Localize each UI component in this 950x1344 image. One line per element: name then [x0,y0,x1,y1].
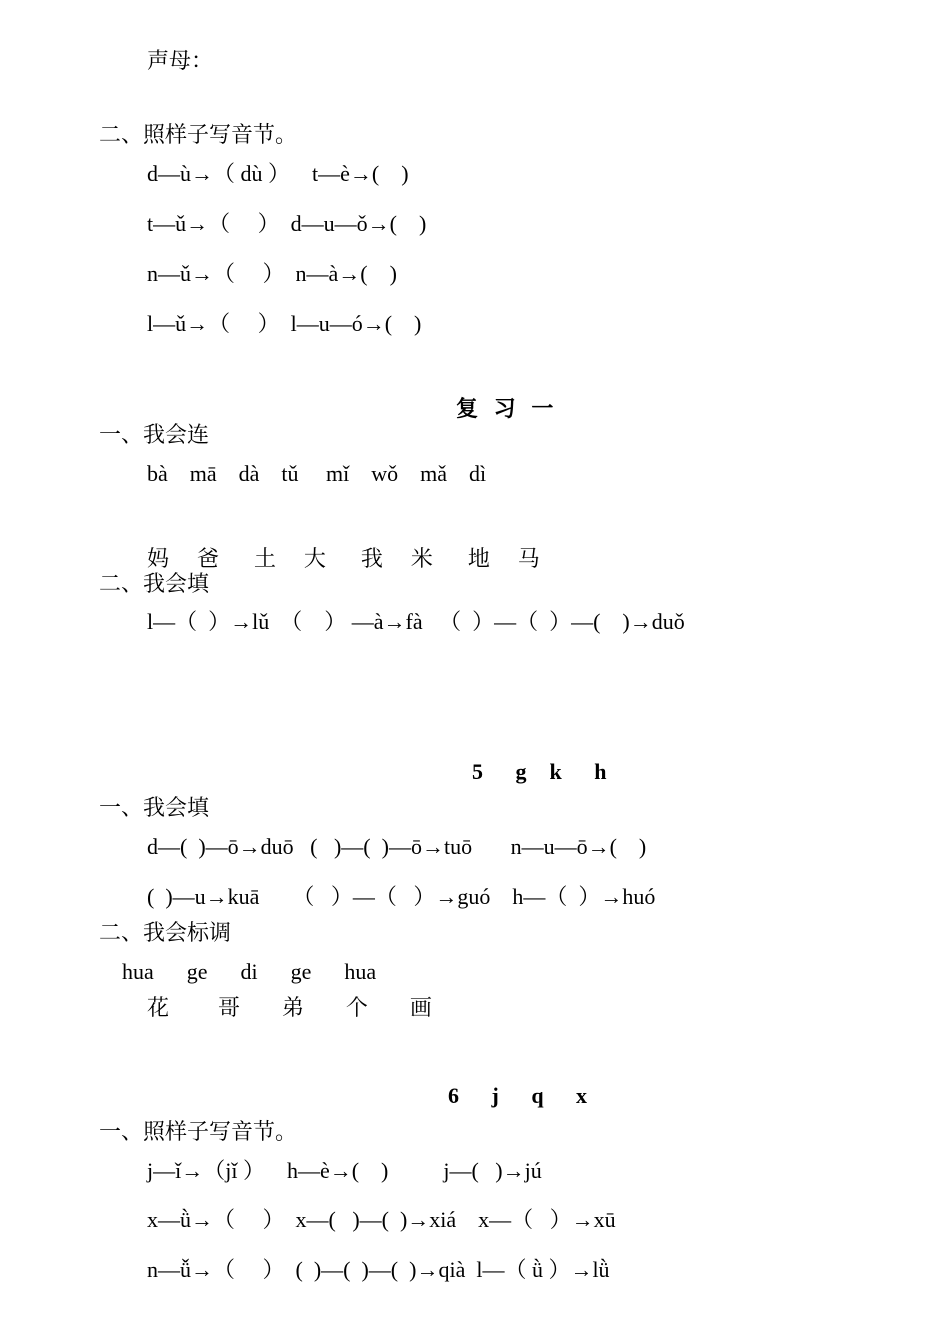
review1-q2-instruction: 二、我会填 [99,572,210,597]
exercise-row: l—（ ）→lǔ （ ） —à→fà （ ）—（ ）—( )→duǒ [147,609,685,634]
pinyin-row: hua ge di ge hua [122,959,377,984]
lesson5-q1-instruction: 一、我会填 [99,796,210,821]
exercise-row: x—ǜ→（ ） x—( )—( )→xiá x—（ ）→xū [147,1207,616,1232]
exercise-row: n—ǔ→（ ） n—à→( ) [147,261,397,286]
exercise-row: t—ǔ→（ ） d—u—ǒ→( ) [147,211,427,236]
hanzi-row: 妈 爸 土 大 我 米 地 马 [147,547,540,572]
review1-q1-instruction: 一、我会连 [99,423,210,448]
part0-instruction: 二、照样子写音节。 [99,123,298,148]
exercise-row: l—ǔ→（ ） l—u—ó→( ) [147,311,422,336]
exercise-row: j—ǐ→（jǐ ） h—è→( ) j—( )→jú [147,1158,542,1183]
review1-title: 复 习 一 [456,397,558,422]
hanzi-row: 花 哥 弟 个 画 [147,996,432,1021]
exercise-row: d—( )—ō→duō ( )—( )—ō→tuō n—u—ō→( ) [147,834,647,859]
lesson6-q1-instruction: 一、照样子写音节。 [99,1120,298,1145]
exercise-row: d—ù→（ dù ） t—è→( ) [147,161,409,186]
lesson5-title: 5 g k h [472,759,611,784]
lesson6-title: 6 j q x [448,1083,592,1108]
exercise-row: ( )—u→kuā （ ）—（ ）→guó h—（ ）→huó [147,884,656,909]
initials-label: 声母： [147,49,214,74]
lesson5-q2-instruction: 二、我会标调 [99,921,232,946]
pinyin-row: bà mā dà tǔ mǐ wǒ mǎ dì [147,461,487,486]
exercise-row: n—ǚ→（ ） ( )—( )—( )→qià l—（ ǜ ）→lǜ [147,1257,610,1282]
